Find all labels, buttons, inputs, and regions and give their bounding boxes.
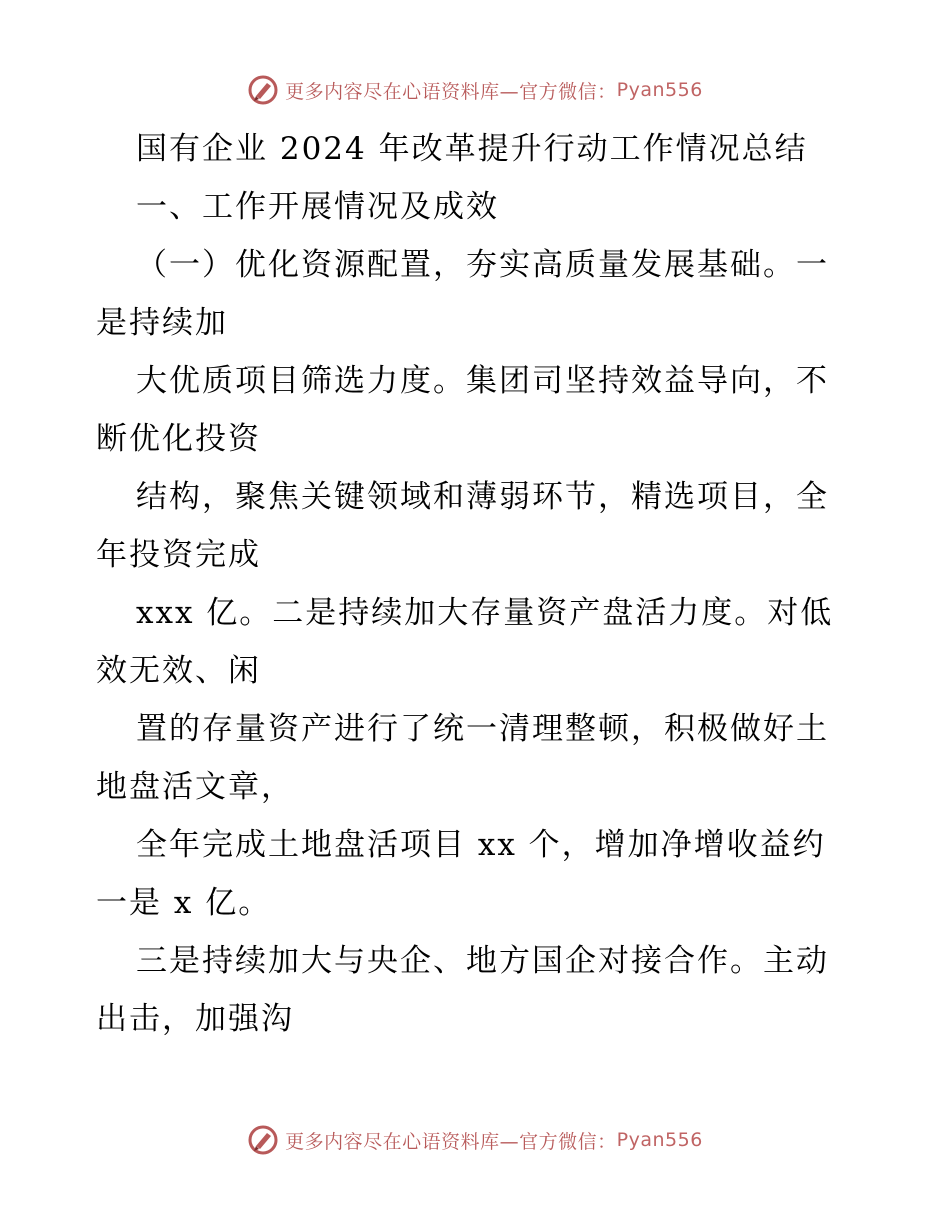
paragraph-line: 三是持续加大与央企、地方国企对接合作。主动 [136,943,829,979]
pen-logo-icon [247,74,279,106]
paragraph-line: 断优化投资 [96,421,261,457]
paragraph-line: 结构，聚焦关键领域和薄弱环节，精选项目，全 [136,479,829,515]
paragraph-line: 年投资完成 [96,537,261,573]
footer-watermark [0,1120,950,1160]
watermark-wechat-id: Pyan556 [616,79,703,101]
document-title: 国有企业 2024 年改革提升行动工作情况总结 [136,131,808,167]
header-watermark [0,70,950,110]
paragraph-line: 是持续加 [96,305,228,341]
watermark-text: 更多内容尽在心语资料库—官方微信： [285,1130,617,1153]
paragraph-line: 一是 x 亿。 [96,885,272,921]
paragraph-line: 效无效、闲 [96,653,261,689]
pen-logo-icon [247,1124,279,1156]
paragraph-line: 出击，加强沟 [96,1001,294,1037]
watermark-text: 更多内容尽在心语资料库—官方微信： [285,80,617,103]
section-heading: 一、工作开展情况及成效 [136,189,499,225]
paragraph-line: 地盘活文章， [96,769,294,805]
paragraph-line: xxx 亿。二是持续加大存量资产盘活力度。对低 [136,595,834,631]
paragraph-line: 置的存量资产进行了统一清理整顿，积极做好土 [136,711,829,747]
paragraph-line: （一）优化资源配置，夯实高质量发展基础。一 [136,247,829,283]
watermark-wechat-id: Pyan556 [616,1129,703,1151]
paragraph-line: 大优质项目筛选力度。集团司坚持效益导向，不 [136,363,829,399]
document-body [96,120,856,1048]
paragraph-line: 全年完成土地盘活项目 xx 个，增加净增收益约 [136,827,826,863]
